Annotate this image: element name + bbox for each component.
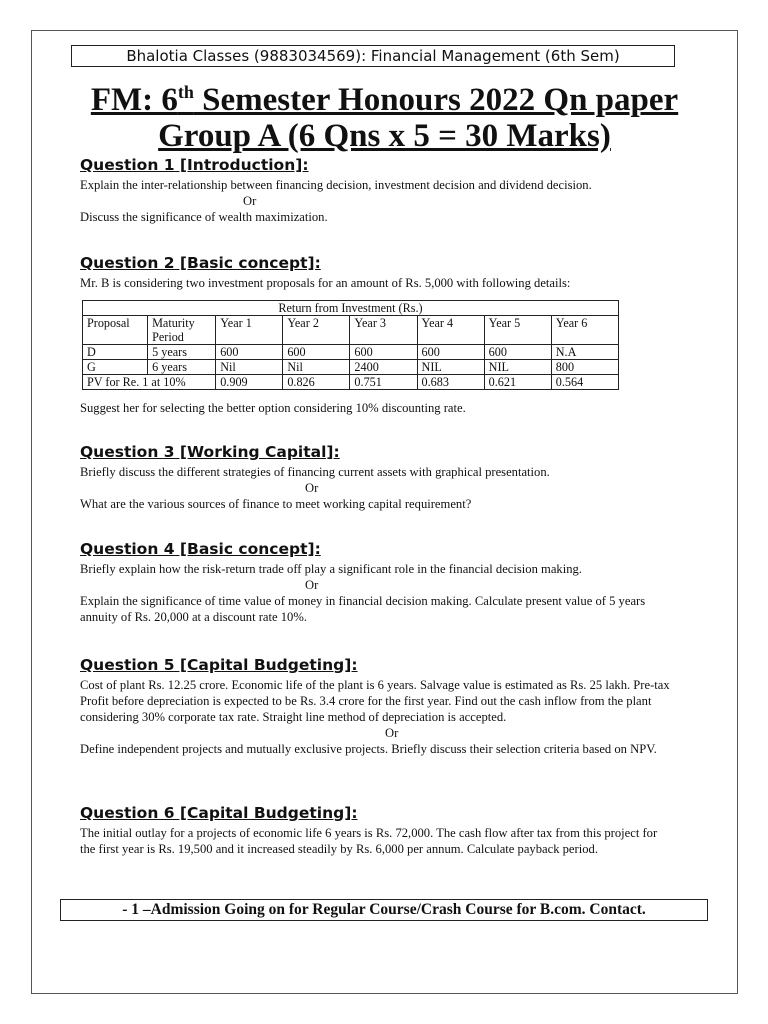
table-cell: G <box>83 360 148 375</box>
table-row <box>83 345 619 360</box>
table-cell: 600 <box>216 345 283 360</box>
question-4-text: Briefly explain how the risk-return trade off play a significant role in the financial decision making. <box>80 562 582 576</box>
table-caption: Return from Investment (Rs.) <box>83 301 619 316</box>
question-2-text: Mr. B is considering two investment proposals for an amount of Rs. 5,000 with following details: <box>80 276 571 290</box>
question-6-heading: Question 6 [Capital Budgeting]: <box>80 804 358 822</box>
question-5-heading: Question 5 [Capital Budgeting]: <box>80 656 358 674</box>
question-3-text: Briefly discuss the different strategies of financing current assets with graphical presentation. <box>80 465 550 479</box>
footer-banner: - 1 –Admission Going on for Regular Course/Crash Course for B.com. Contact. <box>60 899 708 921</box>
question-4-alt-text: Explain the significance of time value of money in financial decision making. Calculate present value of 5 years annuity of Rs. 20,000 at a discount rate 10%. <box>80 594 646 624</box>
table-header-cell: Year 6 <box>551 316 618 345</box>
question-2-heading: Question 2 [Basic concept]: <box>80 254 321 272</box>
question-5-text: Cost of plant Rs. 12.25 crore. Economic life of the plant is 6 years. Salvage value is estimated as Rs. 25 lakh. Pre-tax Profit before depreciation is expected to be Rs. 3.4 crore for the first year. Find out the cash inflow from the plant considering 30% corporate tax rate. Straight line method of depreciation is accepted. <box>80 678 670 724</box>
table-cell: 600 <box>417 345 484 360</box>
table-header-cell: Proposal <box>83 316 148 345</box>
table-header-cell: Year 5 <box>484 316 551 345</box>
table-header-cell: Year 3 <box>350 316 417 345</box>
question-3-heading: Question 3 [Working Capital]: <box>80 443 340 461</box>
table-cell: 600 <box>484 345 551 360</box>
table-cell: 2400 <box>350 360 417 375</box>
table-row <box>83 375 619 390</box>
table-cell: Nil <box>216 360 283 375</box>
investment-return-table <box>82 300 619 390</box>
table-cell: 5 years <box>148 345 216 360</box>
page-title: FM: 6th Semester Honours 2022 Qn paper <box>90 82 679 118</box>
table-header-row <box>83 316 619 345</box>
table-cell: N.A <box>551 345 618 360</box>
question-3-or: Or <box>305 481 319 495</box>
question-6-text: The initial outlay for a projects of economic life 6 years is Rs. 72,000. The cash flow after tax from this project for the first year is Rs. 19,500 and it increased steadily by Rs. 6,000 per annum. Calculate payback period. <box>80 826 658 856</box>
table-cell: 800 <box>551 360 618 375</box>
question-1-text: Explain the inter-relationship between financing decision, investment decision and dividend decision. <box>80 178 592 192</box>
table-header-cell: Year 2 <box>283 316 350 345</box>
table-cell: 600 <box>350 345 417 360</box>
question-1-or: Or <box>243 194 257 208</box>
question-4-heading: Question 4 [Basic concept]: <box>80 540 321 558</box>
question-3-alt-text: What are the various sources of finance to meet working capital requirement? <box>80 497 472 511</box>
table-cell: Nil <box>283 360 350 375</box>
table-header-cell: Maturity Period <box>148 316 216 345</box>
table-cell: 0.683 <box>417 375 484 390</box>
table-cell: 0.909 <box>216 375 283 390</box>
table-caption-row <box>83 301 619 316</box>
question-2-followup: Suggest her for selecting the better option considering 10% discounting rate. <box>80 401 466 415</box>
table-cell: 6 years <box>148 360 216 375</box>
question-4-or: Or <box>305 578 319 592</box>
table-cell: 0.621 <box>484 375 551 390</box>
table-cell: NIL <box>484 360 551 375</box>
question-5-alt-text: Define independent projects and mutually exclusive projects. Briefly discuss their selection criteria based on NPV. <box>80 742 657 756</box>
question-1-heading: Question 1 [Introduction]: <box>80 156 309 174</box>
table-row <box>83 360 619 375</box>
table-cell: D <box>83 345 148 360</box>
question-5-or: Or <box>385 726 399 740</box>
page-subtitle: Group A (6 Qns x 5 = 30 Marks) <box>158 118 611 154</box>
table-cell: 0.751 <box>350 375 417 390</box>
table-cell: 0.564 <box>551 375 618 390</box>
table-header-cell: Year 1 <box>216 316 283 345</box>
table-cell: NIL <box>417 360 484 375</box>
question-1-alt-text: Discuss the significance of wealth maximization. <box>80 210 328 224</box>
table-header-cell: Year 4 <box>417 316 484 345</box>
header-banner: Bhalotia Classes (9883034569): Financial Management (6th Sem) <box>71 45 675 67</box>
table-cell: 0.826 <box>283 375 350 390</box>
table-cell: 600 <box>283 345 350 360</box>
table-cell: PV for Re. 1 at 10% <box>83 375 216 390</box>
